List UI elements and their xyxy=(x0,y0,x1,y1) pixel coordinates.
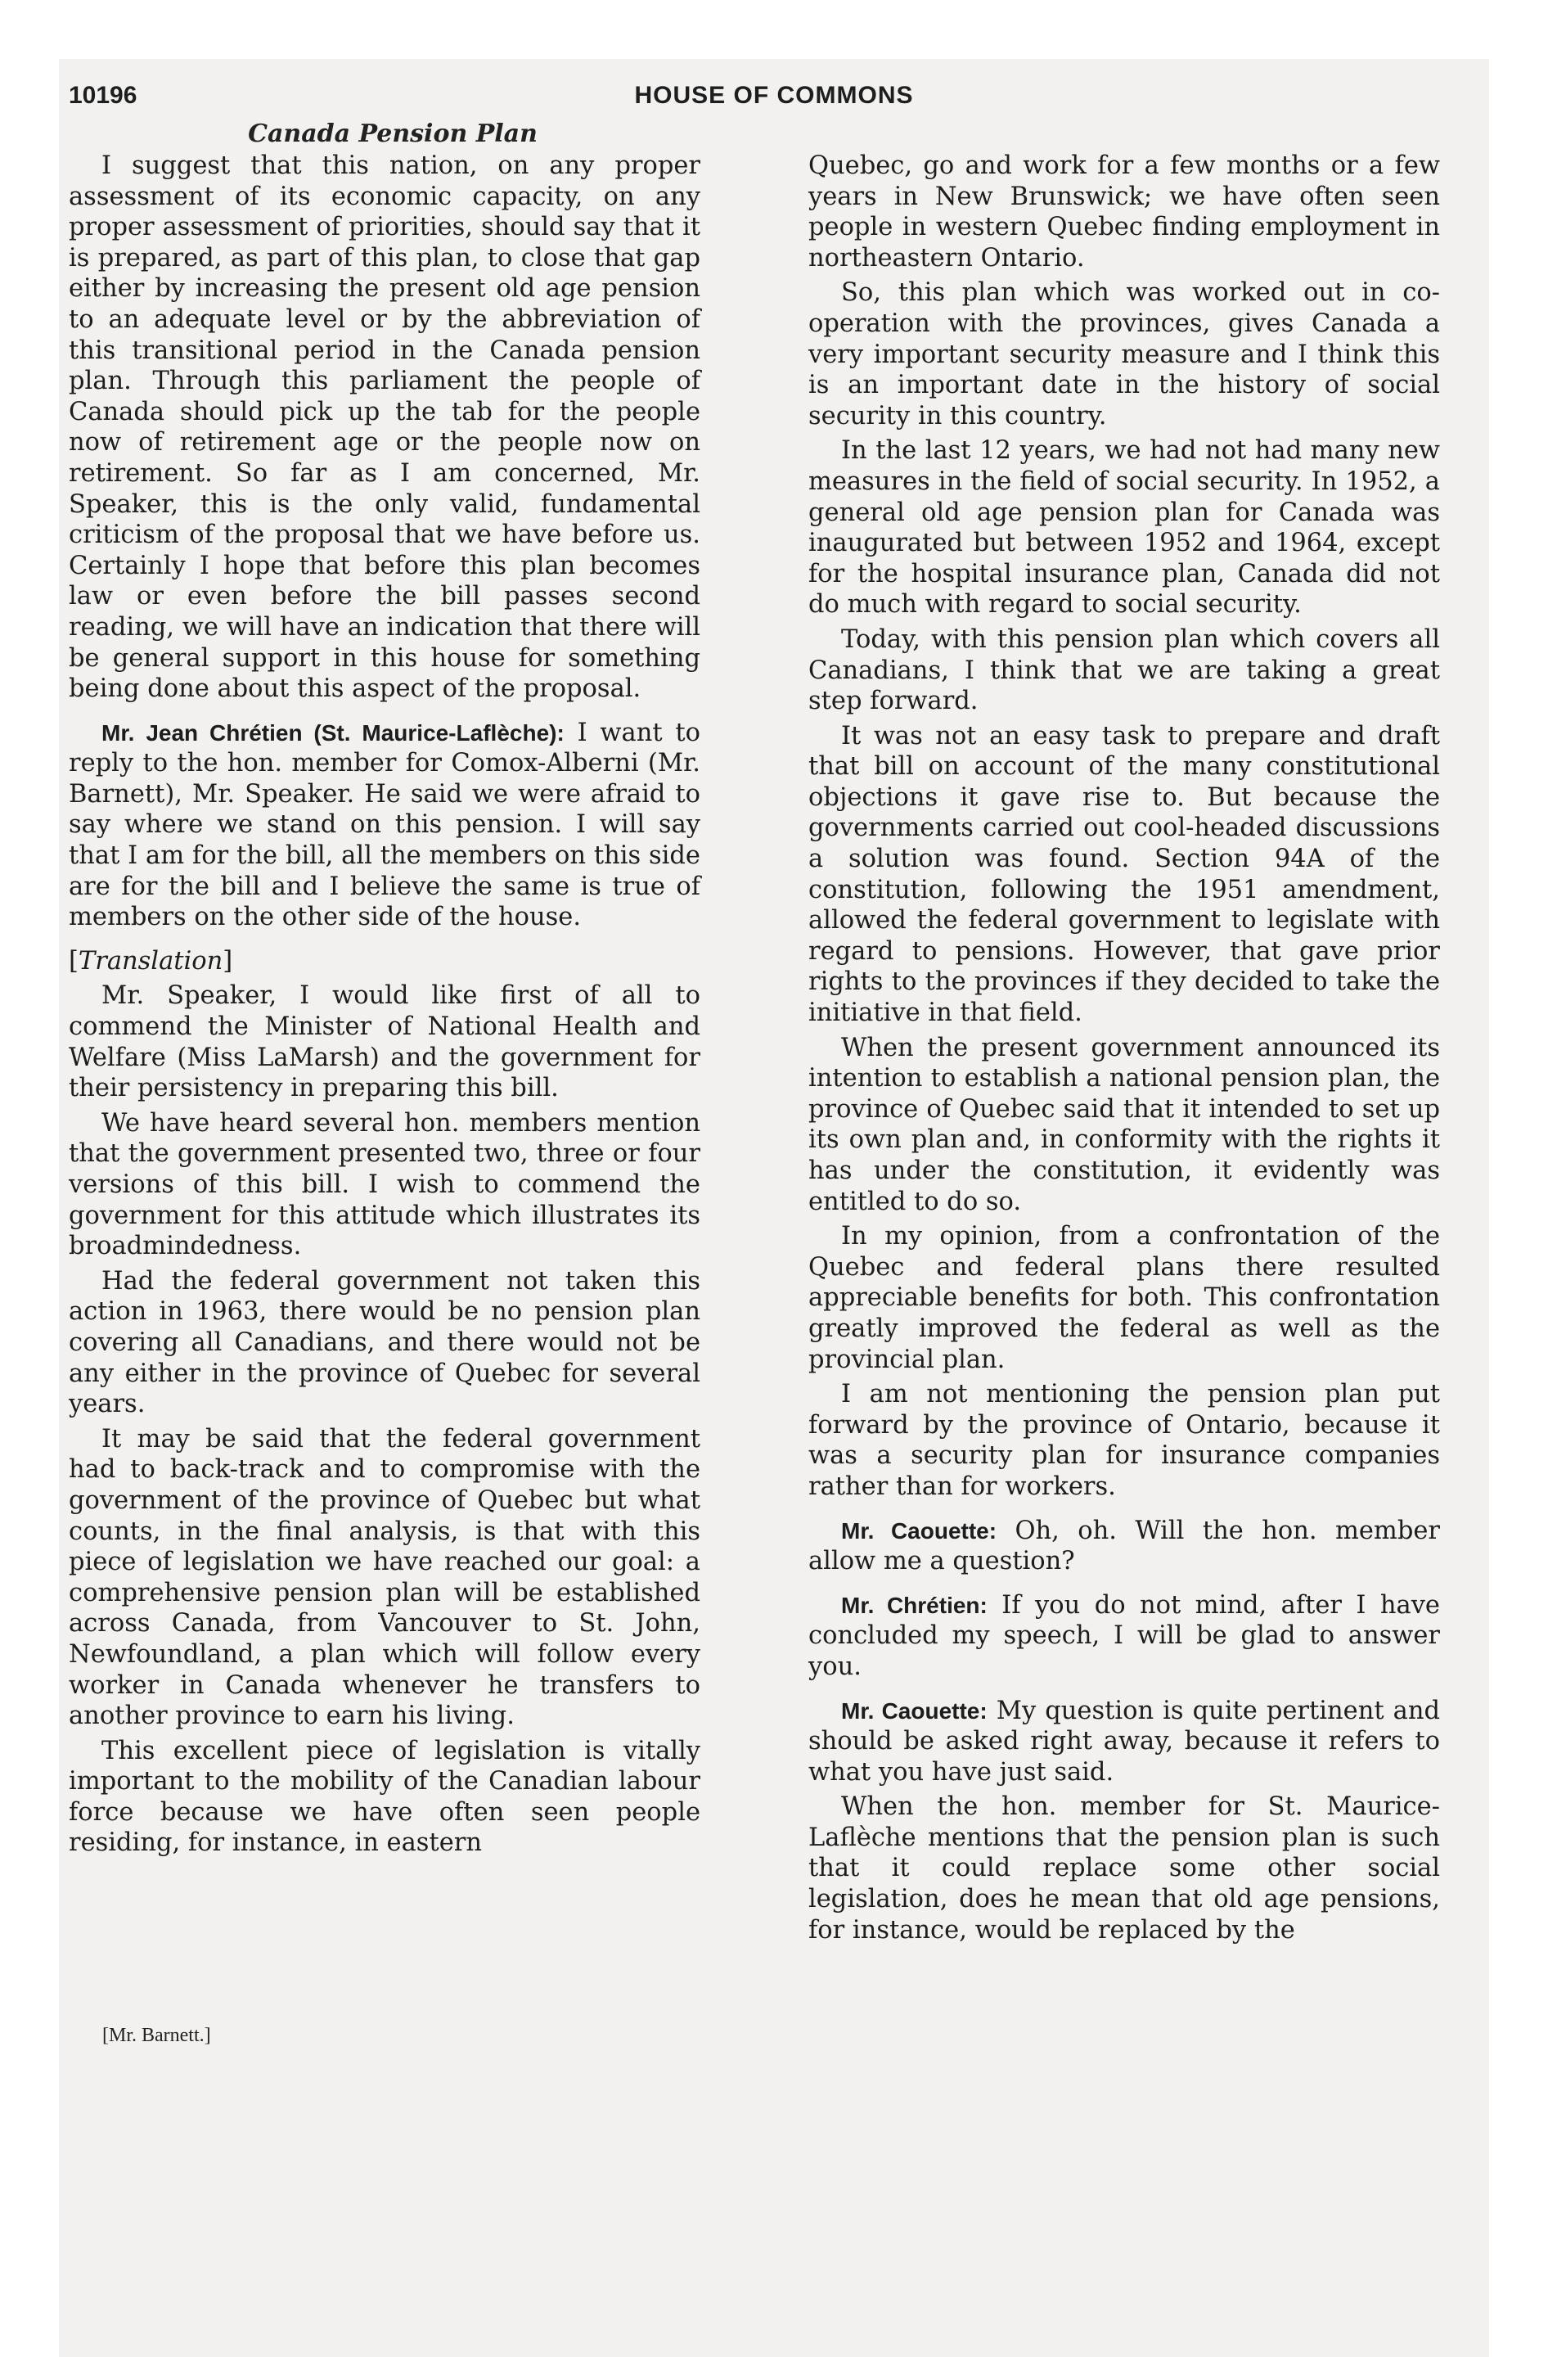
paragraph: Quebec, go and work for a few months or a few years in New Brunswick; we have often seen people in western Quebec finding employment in northeastern Ontario. xyxy=(808,151,1440,273)
paragraph: When the hon. member for St. Maurice-Laflèche mentions that the pension plan is such that it could replace some other social legislation, does he mean that old age pensions, for instance, would be replaced by the xyxy=(808,1792,1440,1945)
bracket-open: [ xyxy=(69,946,79,976)
paragraph: So, this plan which was worked out in co-operation with the provinces, gives Canada a very important security measure and I think this is an important date in the history of social security in this country. xyxy=(808,278,1440,430)
paragraph: In the last 12 years, we had not had many new measures in the field of social security. In 1952, a general old age pension plan for Canada was inaugurated but between 1952 and 1964, except for the hospital insurance plan, Canada did not do much with regard to social security. xyxy=(808,436,1440,620)
footer-note: [Mr. Barnett.] xyxy=(102,2025,211,2046)
running-head: HOUSE OF COMMONS xyxy=(634,82,914,109)
speech-text: My question is quite pertinent and should be asked right away, because it refers to what you have just said. xyxy=(808,1696,1441,1787)
paragraph: When the present government announced its intention to establish a national pension plan, the province of Quebec said that it intended to set up its own plan and, in conformity with the rights it has under the constitution, it evidently was entitled to do so. xyxy=(808,1033,1440,1216)
paragraph: We have heard several hon. members mention that the government presented two, three or four versions of this bill. I wish to commend the government for this attitude which illustrates its broadmindedness. xyxy=(69,1108,700,1261)
paragraph: It was not an easy task to prepare and draft that bill on account of the many constitutional objections it gave rise to. But because the governments carried out cool-headed discussions a solution was found. Section 94A of the constitution, following the 1951 amendment, allowed the federal government to legislate with regard to pensions. However, that gave prior rights to the provinces if they decided to take the initiative in that field. xyxy=(808,721,1440,1028)
translation-label: Translation xyxy=(78,946,223,976)
speaker-name: Mr. Caouette: xyxy=(841,1697,988,1724)
paragraph: Mr. Speaker, I would like first of all to commend the Minister of National Health and Welfare (Miss LaMarsh) and the government for their persistency in preparing this bill. xyxy=(69,981,700,1103)
speaker-name: Mr. Jean Chrétien (St. Maurice-Laflèche): xyxy=(101,719,565,746)
left-column xyxy=(69,151,700,1863)
speech-paragraph xyxy=(808,1516,1440,1577)
speaker-name: Mr. Chrétien: xyxy=(841,1592,988,1618)
speech-paragraph xyxy=(808,1590,1440,1683)
paragraph: It may be said that the federal government had to back-track and to compromise with the government of the province of Quebec but what counts, in the final analysis, is that with this piece of legislation we have reached our goal: a comprehensive pension plan will be established across Canada, from Vancouver to St. John, Newfoundland, a plan which will follow every worker in Canada whenever he transfers to another province to earn his living. xyxy=(69,1424,700,1731)
page-number: 10196 xyxy=(69,82,137,109)
speech-text: Oh, oh. Will the hon. member allow me a question? xyxy=(808,1516,1441,1576)
right-column xyxy=(808,151,1440,1950)
speech-text: I want to reply to the hon. member for Comox-Alberni (Mr. Barnett), Mr. Speaker. He said we were afraid to say where we stand on this pension. I will say that I am for the bill, all the members on this side are for the bill and I believe the same is true of members on the other side of the house. xyxy=(69,718,700,932)
paragraph: I am not mentioning the pension plan put forward by the province of Ontario, because it was a security plan for insurance companies rather than for workers. xyxy=(808,1380,1440,1501)
paragraph: Today, with this pension plan which covers all Canadians, I think that we are taking a great step forward. xyxy=(808,624,1440,716)
paragraph: In my opinion, from a confrontation of the Quebec and federal plans there resulted appreciable benefits for both. This confrontation greatly improved the federal as well as the provincial plan. xyxy=(808,1222,1440,1374)
bracket-close: ] xyxy=(223,946,233,976)
paragraph: I suggest that this nation, on any proper assessment of its economic capacity, on any proper assessment of priorities, should say that it is prepared, as part of this plan, to close that gap either by increasing the present old age pension to an adequate level or by the abbreviation of this transitional period in the Canada pension plan. Through this parliament the people of Canada should pick up the tab for the people now of retirement age or the people now on retirement. So far as I am concerned, Mr. Speaker, this is the only valid, fundamental criticism of the proposal that we have before us. Certainly I hope that before this plan becomes law or even before the bill passes second reading, we will have an indication that there will be general support in this house for something being done about this aspect of the proposal. xyxy=(69,151,700,704)
translation-note xyxy=(69,946,700,977)
speaker-name: Mr. Caouette: xyxy=(841,1517,997,1544)
paragraph: Had the federal government not taken this action in 1963, there would be no pension plan covering all Canadians, and there would not be any either in the province of Quebec for several years. xyxy=(69,1266,700,1419)
paragraph: This excellent piece of legislation is vitally important to the mobility of the Canadian labour force because we have often seen people residing, for instance, in eastern xyxy=(69,1736,700,1858)
speech-paragraph xyxy=(69,718,700,933)
speech-text: If you do not mind, after I have concluded my speech, I will be glad to answer you. xyxy=(808,1590,1440,1681)
speech-paragraph xyxy=(808,1696,1440,1788)
subject-heading: Canada Pension Plan xyxy=(248,119,538,148)
